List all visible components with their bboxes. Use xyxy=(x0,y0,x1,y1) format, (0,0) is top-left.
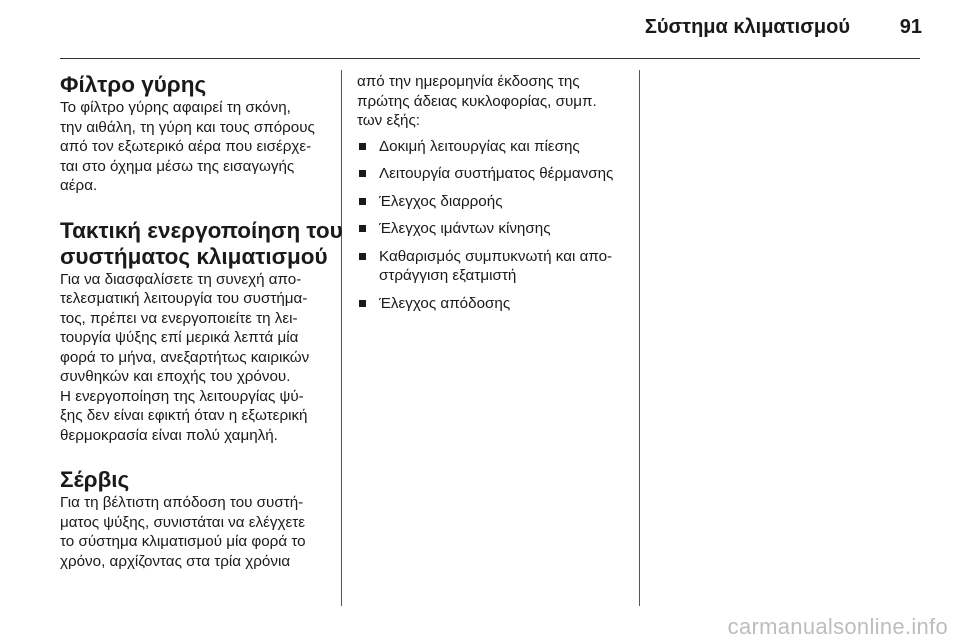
text-line: τελεσματική λειτουργία του συστήμα- xyxy=(60,290,308,307)
header-divider xyxy=(60,58,920,59)
left-column xyxy=(60,72,343,571)
service-checklist xyxy=(357,137,629,314)
section-heading-service: Σέρβις xyxy=(60,467,130,492)
square-bullet-icon xyxy=(359,198,366,205)
text-line: τος, πρέπει να ενεργοποιείτε τη λει- xyxy=(60,309,298,327)
heading-line: συστήματος κλιματισμού xyxy=(60,243,328,269)
text-line: πρώτης άδειας κυκλοφορίας, συμπ. xyxy=(357,92,597,110)
text-line: Το φίλτρο γύρης αφαιρεί τη σκόνη, xyxy=(60,99,291,116)
text-line: ται στο όχημα μέσω της εισαγωγής xyxy=(60,157,295,175)
square-bullet-icon xyxy=(359,170,366,177)
text-line: ξης δεν είναι εφικτή όταν η εξωτερική xyxy=(60,407,308,424)
text-line: ματος ψύξης, συνιστάται να ελέγχετε xyxy=(60,513,306,531)
list-item-text: Δοκιμή λειτουργίας και πίεσης xyxy=(379,137,580,155)
text-line: Για να διασφαλίσετε τη συνεχή απο- xyxy=(60,270,302,288)
list-item-text: Έλεγχος απόδοσης xyxy=(379,294,511,312)
list-item xyxy=(357,164,629,184)
heading-line: Τακτική ενεργοποίηση του xyxy=(60,217,343,243)
site-watermark: carmanualsonline.info xyxy=(727,614,948,639)
section-body-regular-activation xyxy=(60,270,332,446)
list-item-text: Έλεγχος ιμάντων κίνησης xyxy=(379,220,551,237)
text-line: θερμοκρασία είναι πολύ χαμηλή. xyxy=(60,426,278,444)
section-heading-regular-activation xyxy=(60,217,343,270)
list-item xyxy=(357,294,629,314)
list-item xyxy=(357,192,629,212)
column-divider-right xyxy=(639,70,640,606)
list-item xyxy=(357,247,629,286)
list-item xyxy=(357,137,629,157)
text-line: φορά το μήνα, ανεξαρτήτως καιρικών xyxy=(60,348,310,366)
text-line: Για τη βέλτιστη απόδοση του συστή- xyxy=(60,494,304,511)
text-line: το σύστημα κλιματισμού μία φορά το xyxy=(60,533,306,550)
square-bullet-icon xyxy=(359,253,366,260)
text-line: Η ενεργοποίηση της λειτουργίας ψύ- xyxy=(60,387,304,405)
section-heading-pollen-filter: Φίλτρο γύρης xyxy=(60,72,207,97)
text-line: από τον εξωτερικό αέρα που εισέρχε- xyxy=(60,138,312,155)
page-header-title: Σύστημα κλιματισμού xyxy=(644,16,850,38)
text-line: των εξής: xyxy=(357,112,421,129)
square-bullet-icon xyxy=(359,143,366,150)
text-line: την αιθάλη, τη γύρη και τους σπόρους xyxy=(60,118,315,136)
list-item-text: Έλεγχος διαρροής xyxy=(379,192,503,210)
page-number: 91 xyxy=(899,16,922,38)
middle-column xyxy=(357,72,629,321)
list-item-text: στράγγιση εξατμιστή xyxy=(379,267,517,284)
column-divider-left xyxy=(341,70,342,606)
square-bullet-icon xyxy=(359,225,366,232)
square-bullet-icon xyxy=(359,300,366,307)
text-line: αέρα. xyxy=(60,177,98,194)
text-line: συνθηκών και εποχής του χρόνου. xyxy=(60,368,291,385)
text-line: χρόνο, αρχίζοντας στα τρία χρόνια xyxy=(60,552,291,570)
list-item-text: Λειτουργία συστήματος θέρμανσης xyxy=(379,165,614,182)
section-body-service xyxy=(60,493,332,571)
list-item-text: Καθαρισμός συμπυκνωτή και απο- xyxy=(379,247,613,265)
section-body-pollen-filter xyxy=(60,98,332,196)
text-line: τουργία ψύξης επί μερικά λεπτά μία xyxy=(60,329,299,346)
text-line: από την ημερομηνία έκδοσης της xyxy=(357,73,580,90)
list-item xyxy=(357,219,629,239)
